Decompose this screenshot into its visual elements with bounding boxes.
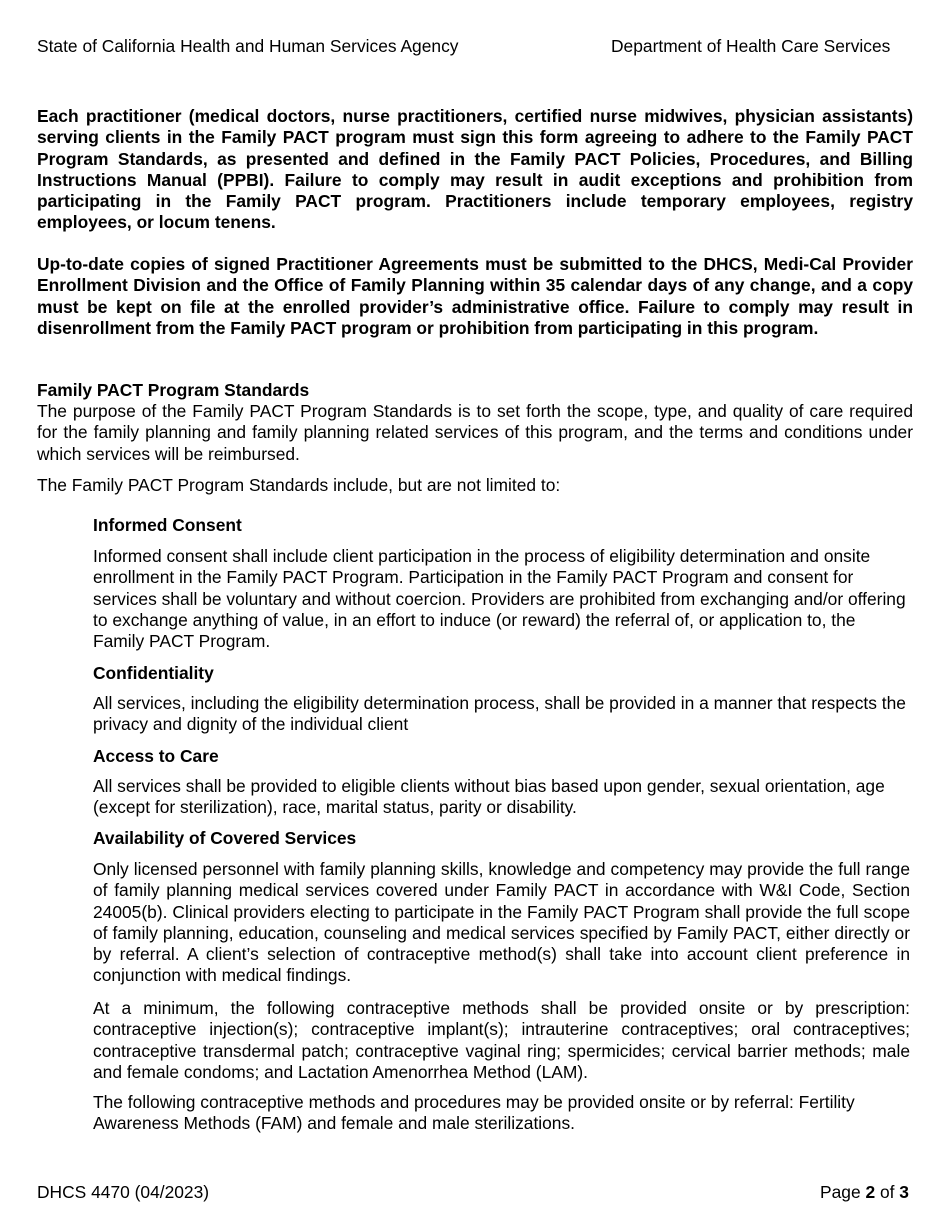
intro-paragraph-1: Each practitioner (medical doctors, nurse practitioners, certified nurse midwives, physician assistants) serving clients in the Family PACT program must sign this form agreeing to adhere to the Family PACT Program Standards, as presented and defined in the Family PACT Policies, Procedures, and Billing Instructions Manual (PPBI). Failure to comply may result in audit exceptions and prohibition from participating in the Family PACT program. Practitioners include temporary employees, registry employees, or locum tenens. (37, 106, 913, 233)
footer-page-current: 2 (865, 1182, 876, 1202)
section-body-availability-2: At a minimum, the following contraceptive methods shall be provided onsite or by prescription: contraceptive injection(s); contraceptive implant(s); intrauterine contraceptives; oral contraceptives; contraceptive transdermal patch; contraceptive vaginal ring; spermicides; cervical barrier methods; male and female condoms; and Lactation Amenorrhea Method (LAM). (93, 998, 910, 1082)
section-title-confidentiality: Confidentiality (93, 663, 214, 683)
section-title-availability: Availability of Covered Services (93, 828, 357, 848)
footer-page-of: of (875, 1182, 900, 1202)
section-body-access-to-care: All services shall be provided to eligible clients without bias based upon gender, sexual orientation, age (except for sterilization), race, marital status, parity or disability. (93, 776, 885, 818)
section-body-availability: Only licensed personnel with family planning skills, knowledge and competency may provide the full range of family planning medical services covered under Family PACT in accordance with W&I Code, Section 24005(b). Clinical providers electing to participate in the Family PACT Program shall provide the full scope of family planning, education, counseling and medical services specified by Family PACT, either directly or by referral. A client’s selection of contraceptive method(s) shall take into account client preference in conjunction with medical findings. (93, 859, 910, 986)
section-body-informed-consent: Informed consent shall include client participation in the process of eligibility determination and onsite enrollment in the Family PACT Program. Participation in the Family PACT Program and consent for services shall be voluntary and without coercion. Providers are prohibited from exchanging and/or offering to exchange anything of value, in an effort to induce (or reward) the referral of, or application to, the Family PACT Program. (93, 546, 906, 652)
footer-page-number (820, 1182, 909, 1203)
section-title-access-to-care: Access to Care (93, 746, 219, 766)
footer-page-label: Page (820, 1182, 866, 1202)
footer-page-total: 3 (899, 1182, 909, 1202)
section-body-availability-3: The following contraceptive methods and procedures may be provided onsite or by referral: Fertility Awareness Methods (FAM) and female and male sterilizations. (93, 1092, 855, 1134)
standards-purpose: The purpose of the Family PACT Program Standards is to set forth the scope, type, and quality of care required for the family planning and family planning related services of this program, and the terms and conditions under which services will be reimbursed. (37, 401, 913, 464)
intro-paragraph-2: Up-to-date copies of signed Practitioner Agreements must be submitted to the DHCS, Medi-Cal Provider Enrollment Division and the Office of Family Planning within 35 calendar days of any change, and a copy must be kept on file at the enrolled provider’s administrative office. Failure to comply may result in disenrollment from the Family PACT program or prohibition from participating in this program. (37, 254, 913, 338)
header-department: Department of Health Care Services (611, 36, 891, 56)
standards-heading: Family PACT Program Standards (37, 380, 310, 400)
footer-form-id: DHCS 4470 (04/2023) (37, 1182, 210, 1202)
header-agency: State of California Health and Human Services Agency (37, 36, 459, 56)
standards-include-intro: The Family PACT Program Standards include, but are not limited to: (37, 475, 561, 495)
section-body-confidentiality: All services, including the eligibility determination process, shall be provided in a manner that respects the privacy and dignity of the individual client (93, 693, 906, 735)
section-title-informed-consent: Informed Consent (93, 515, 242, 535)
